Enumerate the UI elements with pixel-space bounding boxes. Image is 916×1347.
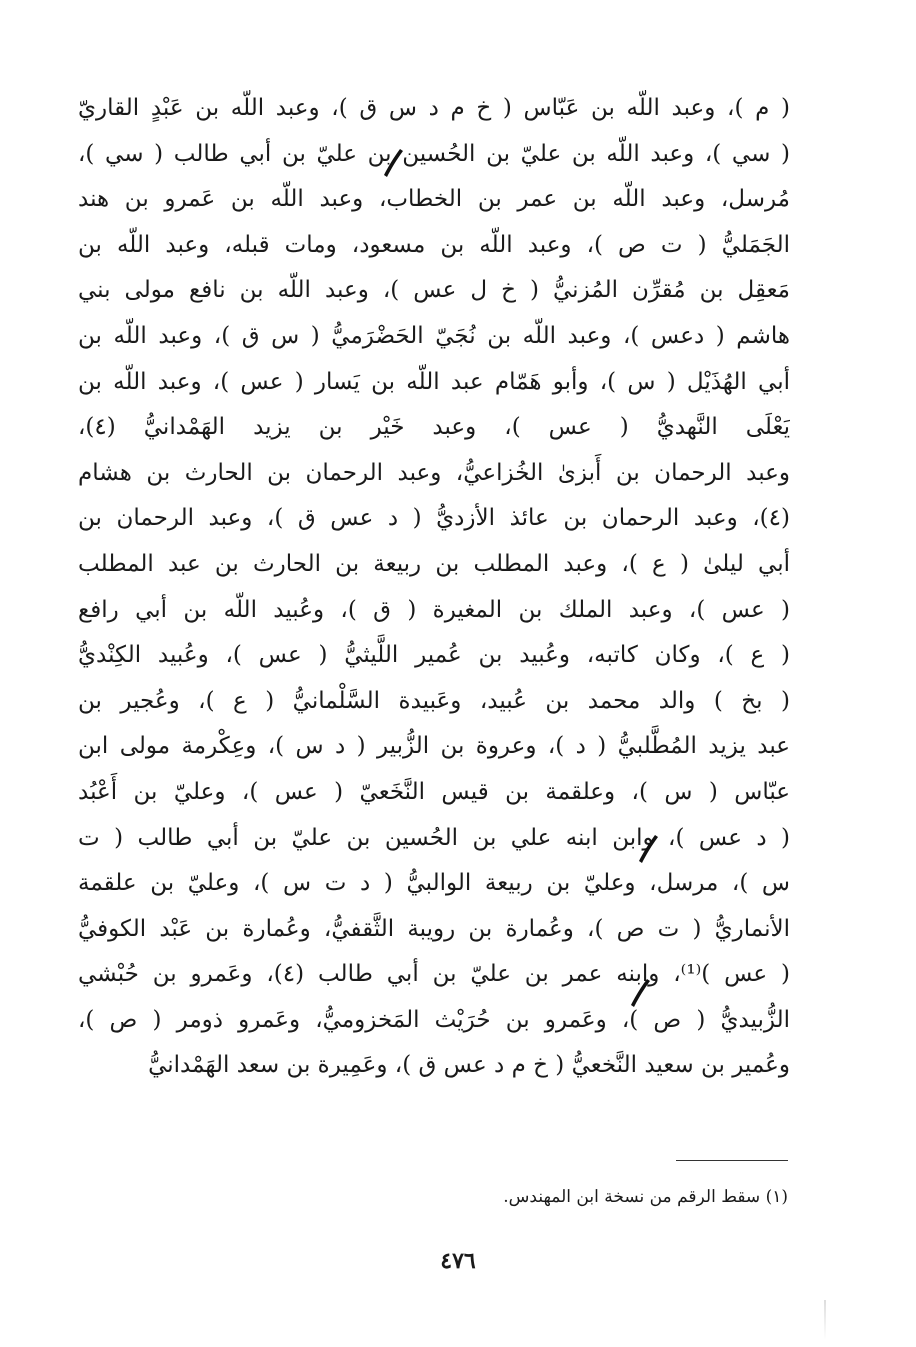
footnote: (١) سقط الرقم من نسخة ابن المهندس. (503, 1187, 788, 1207)
text-line: هاشم ( دعس )، وعبد اللّه بن نُجَيّ الحَضْرَميُّ ( س ق )، وعبد اللّه بن (78, 322, 790, 349)
pen-mark-icon (378, 145, 408, 179)
text-line: ( ع )، وكان كاتبه، وعُبيد بن عُمير اللَّيثيُّ ( عس )، وعُبيد الكِنْديُّ (78, 642, 790, 669)
text-line: ( د عس )، وابن ابنه علي بن الحُسين بن عليّ بن أبي طالب ( ت (78, 824, 790, 851)
text-line: ( عس )، وعبد الملك بن المغيرة ( ق )، وعُبيد اللّه بن أبي رافع (78, 596, 790, 623)
text-line: أبي الهُذَيْل ( س )، وأبو هَمّام عبد اللّه بن يَسار ( عس )، وعبد اللّه بن (78, 368, 790, 395)
text-line: ( م )، وعبد اللّه بن عَبّاس ( خ م د س ق )، وعبد اللّه بن عَبْدٍ القاريّ (78, 95, 790, 121)
text-line: الزُّبيديُّ ( ص )، وعَمرو بن حُرَيْث المَخزوميُّ، وعَمرو ذومر ( ص )، (78, 1006, 790, 1033)
text-line: الجَمَليُّ ( ت ص )، وعبد اللّه بن مسعود، ومات قبله، وعبد اللّه بن (78, 231, 790, 258)
text-line: وعُمير بن سعيد النَّخعيُّ ( خ م د عس ق )، وعَمِيرة بن سعد الهَمْدانيُّ (148, 1052, 790, 1079)
text-line: الأنماريُّ ( ت ص )، وعُمارة بن رويبة الثَّقفيُّ، وعُمارة بن عَبْد الكوفيُّ (78, 915, 790, 942)
text-line: ( سي )، وعبد اللّه بن عليّ بن الحُسين بن عليّ بن أبي طالب ( سي )، (78, 140, 790, 167)
pen-mark-icon (633, 831, 663, 865)
text-line: أبي ليلىٰ ( ع )، وعبد المطلب بن ربيعة بن الحارث بن عبد المطلب (78, 550, 790, 577)
text-line: ( بخ ) والد محمد بن عُبيد، وعَبيدة السَّلْمانيُّ ( ع )، وعُجير بن (78, 687, 790, 714)
text-line: يَعْلَى النَّهديُّ ( عس )، وعبد خَيْر بن يزيد الهَمْدانيُّ (٤)، (78, 414, 790, 441)
scan-artifact (824, 1300, 826, 1340)
text-line: وعبد الرحمان بن أَبزىٰ الخُزاعيُّ، وعبد الرحمان بن الحارث بن هشام (78, 459, 790, 486)
main-text (78, 86, 790, 1089)
text-line: مُرسل، وعبد اللّه بن عمر بن الخطاب، وعبد اللّه بن عَمرو بن هند (78, 186, 790, 213)
text-line: عبد يزيد المُطَّلبيُّ ( د )، وعروة بن الزُّبير ( د س )، وعِكْرمة مولى ابن (78, 733, 790, 760)
text-line: عبّاس ( س )، وعلقمة بن قيس النَّخَعيّ ( عس )، وعليّ بن أَعْبُد (78, 778, 790, 805)
text-line: س )، مرسل، وعليّ بن ربيعة الوالبيُّ ( د ت س )، وعليّ بن علقمة (78, 870, 790, 897)
text-line: مَعقِل بن مُقرِّن المُزنيُّ ( خ ل عس )، وعبد اللّه بن نافع مولى بني (78, 277, 790, 304)
pen-mark-icon (625, 975, 655, 1009)
text-line: (٤)، وعبد الرحمان بن عائذ الأزديُّ ( د عس ق )، وعبد الرحمان بن (78, 505, 790, 532)
page-number: ٤٧٦ (440, 1248, 476, 1274)
text-line: ( عس )⁽¹⁾، وابنه عمر بن عليّ بن أبي طالب (٤)، وعَمرو بن حُبْشي (78, 961, 790, 988)
footnote-divider (676, 1160, 788, 1161)
